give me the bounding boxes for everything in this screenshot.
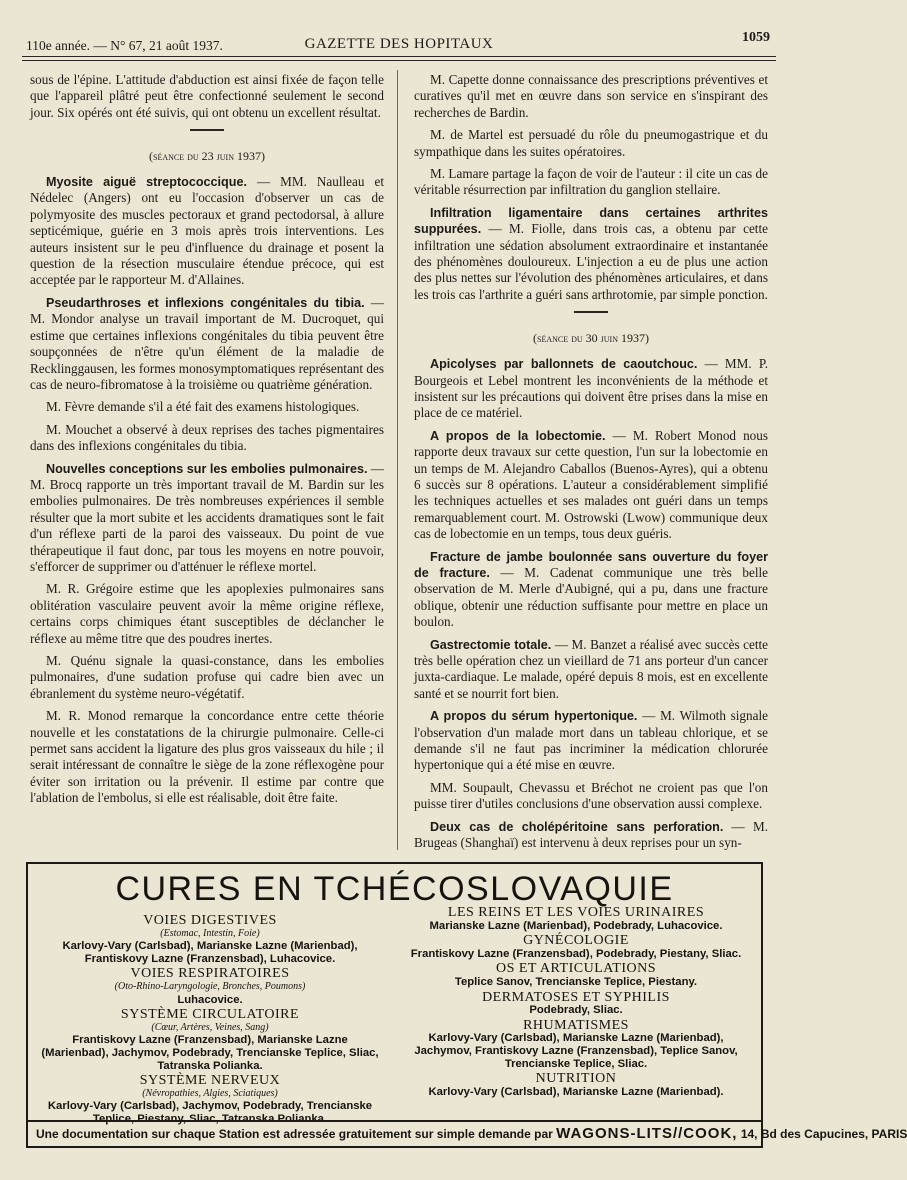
ad-section-text: Karlovy-Vary (Carlsbad), Marianske Lazne (Marienbad), Jachymov, Frantiskovy Lazne (Franzensbad), Teplice Sanov, Trencianske Teplice, Sliac. (414, 1032, 738, 1070)
page-number: 1059 (742, 30, 770, 45)
ad-section-title: VOIES RESPIRATOIRES (130, 966, 290, 982)
paragraph (414, 127, 768, 160)
ad-section-text: Podebrady, Sliac. (529, 1004, 623, 1017)
ad-section-title: SYSTÈME NERVEUX (139, 1073, 281, 1089)
article-title: Deux cas de cholépéritoine sans perforation. (430, 819, 724, 834)
article-title: Myosite aiguë streptococcique. (46, 175, 247, 190)
paragraph (30, 399, 384, 415)
ad-section-subtitle: (Estomac, Intestin, Foie) (160, 927, 260, 939)
article-title: Apicolyses par ballonnets de caoutchouc. (430, 357, 698, 372)
ad-section-text: Marianske Lazne (Marienbad), Podebrady, Luhacovice. (429, 919, 723, 932)
left-column (30, 72, 384, 813)
article-title: Infiltration ligamentaire dans certaines arthrites suppurées. (414, 205, 768, 237)
paragraph (30, 708, 384, 806)
paragraph (414, 549, 768, 631)
paragraph-text: — M. Cadenat communique une très belle observation de M. Merle d'Aubigné, qui a pu, dans une fracture oblique, obtenir une réduction suffisante pour mettre en place un boulon. (414, 564, 769, 630)
ad-footer-brand: WAGONS-LITS//COOK, (556, 1125, 738, 1142)
ad-section-title: LES REINS ET LES VOIES URINAIRES (447, 905, 705, 920)
ad-section-subtitle: (Cœur, Artères, Veines, Sang) (151, 1021, 269, 1033)
paragraph (30, 174, 384, 289)
paragraph (414, 205, 768, 303)
ad-section-title: OS ET ARTICULATIONS (495, 961, 657, 977)
paragraph (414, 708, 768, 774)
paragraph-text: — M. Brugeas (Shanghaï) est intervenu à deux reprises pour un syn- (414, 818, 768, 851)
paragraph-text: — MM. Naulleau et Nédelec (Angers) ont eu l'occasion d'observer un cas de polymyosite des muscles pectoraux et grand pectodorsal, à allure septicémique, guérie en 3 mois après trois interventions. Les auteurs insistent sur le peu d'influence du drainage et posent la question de la résection musculaire étendue précoce, qui est acceptée par le rapporteur M. d'Allaines. (30, 174, 384, 288)
paragraph-text: — MM. P. Bourgeois et Lebel montrent les inconvénients de la méthode et insistent sur les précautions qui doivent être prises dans la mise en place de ce matériel. (414, 356, 768, 421)
ad-section-title: RHUMATISMES (523, 1017, 629, 1033)
paragraph-text: M. Fèvre demande s'il a été fait des examens histologiques. (46, 399, 360, 415)
session-rule (190, 129, 224, 131)
page-header (22, 30, 776, 56)
article-title: Gastrectomie totale. (430, 637, 552, 652)
paragraph (414, 637, 768, 703)
paragraph-text: M. R. Monod remarque la concordance entre cette théorie nouvelle et les constatations de la chirurgie pulmonaire. Celle-ci permet sans accident la ligature des plus gros vaisseaux du hile ; il serait intéressant de connaître le siège de la zone réflexogène pour éviter son irritation ou la prévenir. Il estime par contre que l'ablation de l'embolus, si elle est réalisable, doit être faite. (30, 708, 384, 806)
paragraph-text: sous de l'épine. L'attitude d'abduction est ainsi fixée de façon telle que l'appareil plâtré peut être confectionné seulement le second jour. Six opérés ont été suivis, qui ont obtenu un excellent résultat. (30, 72, 384, 120)
paragraph-text: — M. Brocq rapporte un très important travail de M. Bardin sur les embolies pulmonaires. De très nombreuses expériences il semble résulter que la mort subite et les accidents dramatiques sont le fait d'un réflexe parti de la paroi des vaisseaux. Du point de vue thérapeutique il faut donc, par tous les moyens en notre pouvoir, s'efforcer de supprimer ou d'atténuer le réflexe mortel. (30, 460, 384, 574)
paragraph (30, 581, 384, 647)
paragraph (414, 819, 768, 852)
ad-left-column (40, 912, 380, 1126)
column-divider (397, 70, 398, 850)
paragraph (30, 422, 384, 455)
ad-headline: CURES EN TCHÉCOSLOVAQUIE (115, 870, 674, 908)
paragraph (414, 72, 768, 121)
article-title: Fracture de jambe boulonnée sans ouverture du foyer de fracture. (414, 549, 768, 580)
ad-section-text: Frantiskovy Lazne (Franzensbad), Marianske Lazne (Marienbad), Jachymov, Podebrady, Trencianske Teplice, Sliac, Tatranska Polianka. (41, 1034, 379, 1072)
paragraph-text: M. Mouchet a observé à deux reprises des taches pigmentaires dans des inflexions congénitales du tibia. (30, 421, 384, 454)
ad-section-subtitle: (Oto-Rhino-Laryngologie, Bronches, Poumons) (114, 980, 306, 992)
article-title: A propos du sérum hypertonique. (430, 709, 638, 724)
paragraph (30, 72, 384, 121)
ad-section-title: DERMATOSES ET SYPHILIS (482, 989, 670, 1005)
ad-section-text: Karlovy-Vary (Carlsbad), Marianske Lazne (Marienbad). (428, 1085, 724, 1098)
paragraph-text: M. Lamare partage la façon de voir de l'auteur : il cite un cas de véritable résurrection par infiltration du ganglion stellaire. (414, 166, 768, 198)
ad-section-text: Karlovy-Vary (Carlsbad), Marianske Lazne (Marienbad), Frantiskovy Lazne (Franzensbad), Luhacovice. (62, 940, 358, 965)
advertisement (26, 862, 907, 1148)
ad-section-title: SYSTÈME CIRCULATOIRE (120, 1007, 300, 1023)
paragraph (414, 428, 768, 543)
ad-footer (28, 1120, 907, 1146)
session-heading (414, 311, 768, 346)
paragraph (30, 461, 384, 576)
ad-footer-text: Une documentation sur chaque Station est adressée gratuitement sur simple demande par (36, 1127, 553, 1141)
ad-section-title: NUTRITION (535, 1071, 617, 1087)
issue-info: 110e année. — N° 67, 21 août 1937. (26, 38, 223, 53)
ad-section-title: VOIES DIGESTIVES (143, 913, 277, 928)
session-date: (séance du 23 juin 1937) (149, 148, 265, 163)
article-title: Pseudarthroses et inflexions congénitales du tibia. (46, 295, 365, 310)
ad-section-subtitle: (Névropathies, Algies, Sciatiques) (142, 1087, 278, 1099)
paragraph-text: M. Quénu signale la quasi-constance, dans les embolies pulmonaires, d'une sudation profuse qui cadre bien avec un ébranlement du système neuro-végétatif. (30, 653, 384, 701)
paragraph-text: — M. Wilmoth signale l'observation d'un malade mort dans un tableau chlorique, et se demande s'il ne faut pas incriminer la médication chlorurée hypertonique qui a été mise en œuvre. (414, 708, 768, 773)
ad-section-text: Teplice Sanov, Trencianske Teplice, Piestany. (454, 975, 698, 988)
ad-section-text: Karlovy-Vary (Carlsbad), Jachymov, Podebrady, Trencianske Teplice, Piestany, Sliac, Tatranska Polianka. (47, 1100, 373, 1125)
ad-section-title: GYNÉCOLOGIE (523, 933, 629, 949)
paragraph-text: — M. Mondor analyse un travail important de M. Ducroquet, qui estime que certaines inflexions congénitales du tibia peuvent être soupçonnées de n'être qu'un élément de la maladie de Recklinggausen, les formes monosymptomatiques représentant des cas de neuro-fibromatose à la troisième ou quatrième génération. (30, 294, 385, 392)
header-rule (22, 56, 776, 57)
journal-title: GAZETTE DES HOPITAUX (304, 36, 494, 52)
paragraph (414, 356, 768, 422)
article-title: Nouvelles conceptions sur les embolies pulmonaires. (46, 461, 368, 476)
paragraph-text: — M. Fiolle, dans trois cas, a obtenu par cette infiltration une sédation absolument extraordinaire et instantanée des phénomènes douloureux. L'injection a eu de plus une action des plus nettes sur l'évolution des phénomènes articulaires, et dans les trois cas l'arthrite a guéri sans arthrotomie, par simple ponction. (414, 221, 768, 302)
paragraph-text: M. de Martel est persuadé du rôle du pneumogastrique et du sympathique dans les suites opératoires. (414, 127, 768, 159)
paragraph-text: M. R. Grégoire estime que les apoplexies pulmonaires sans oblitération vasculaire peuvent avoir la même origine réflexe, certains corps chimiques étant susceptibles de déclancher le réflexe au même titre que des poudres inertes. (30, 581, 384, 646)
paragraph-text: — M. Banzet a réalisé avec succès cette très belle opération chez un vieillard de 71 ans porteur d'un cancer juxta-cardiaque. Le malade, opéré depuis 8 mois, est en excellente santé et se nourrit fort bien. (414, 636, 768, 701)
article-title: A propos de la lobectomie. (430, 428, 606, 443)
paragraph (30, 653, 384, 702)
right-column (414, 72, 768, 857)
session-heading (30, 129, 384, 164)
ad-section-text: Luhacovice. (177, 993, 243, 1006)
ad-right-column (400, 904, 752, 1098)
paragraph-text: M. Capette donne connaissance des prescriptions préventives et curatives qu'il met en œuvre dans son service en s'inspirant des recherches de Bardin. (414, 72, 768, 120)
paragraph-text: MM. Soupault, Chevassu et Bréchot ne croient pas que l'on puisse tirer d'utiles conclusions d'une observation aussi complexe. (414, 779, 768, 812)
ad-footer-address: 14, Bd des Capucines, PARIS (740, 1127, 907, 1141)
ad-section-text: Frantiskovy Lazne (Franzensbad), Podebrady, Piestany, Sliac. (410, 947, 742, 960)
paragraph-text: — M. Robert Monod nous rapporte deux travaux sur cette question, l'un sur la lobectomie en un temps de M. Alejandro Caballos (Buenos-Ayres), qui a obtenu 6 succès sur 8 opérations. L'auteur a considérablement simplifié les techniques actuelles et ses malades ont guéri dans un temps remarquablement court. M. Ostrowski (Lwow) communique deux cas de lobectomie en un temps, tous deux guéris. (414, 427, 769, 542)
header-rule-thin (22, 60, 776, 61)
paragraph (414, 780, 768, 813)
session-date: (séance du 30 juin 1937) (533, 330, 649, 345)
paragraph (414, 166, 768, 199)
session-rule (574, 311, 608, 313)
paragraph (30, 295, 384, 393)
